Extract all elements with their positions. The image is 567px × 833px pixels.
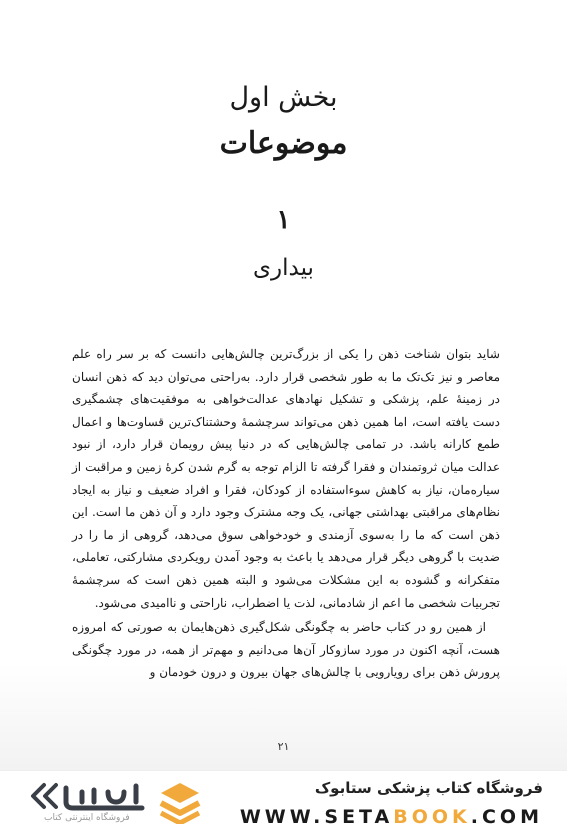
url-suffix: .COM	[470, 806, 543, 828]
store-name: فروشگاه کتاب پزشکی ستابوک	[314, 779, 543, 797]
setabook-wordmark-logo	[30, 780, 150, 814]
store-footer-banner[interactable]	[0, 770, 567, 833]
url-prefix: WWW.SETA	[239, 806, 394, 828]
paragraph-2: از همین رو در کتاب حاضر به چگونگی شکل‌گیری ذهن‌هایمان به صورتی که امروزه هست، آنچه اکنون در مورد سازوکار آن‌ها می‌دانیم و مهم‌تر از همه، در مورد چگونگی پرورش ذهن برای رویارویی با چالش‌های جهان بیرون و درون خودمان و	[72, 620, 500, 680]
chapter-title: بیداری	[253, 255, 314, 281]
part-title: بخش اول	[229, 82, 338, 113]
book-stack-icon	[158, 780, 202, 824]
body-text	[72, 343, 500, 684]
url-accent: BOOK	[393, 806, 471, 828]
chapter-number: ۱	[276, 205, 291, 235]
store-url-link[interactable]	[240, 806, 543, 828]
part-subtitle: موضوعات	[219, 126, 348, 161]
logo-tagline: فروشگاه اینترنتی کتاب	[44, 813, 130, 823]
paragraph-1: شاید بتوان شناخت ذهن را یکی از بزرگ‌ترین چالش‌هایی دانست که بر سر راه علم معاصر و نیز تک‌تک ما به طور شخصی قرار دارد. به‌راحتی می‌توان دید که ذهن انسان در زمینهٔ علم، پزشکی و تشکیل نهادهای عدالت‌خواهی به موفقیت‌های چشمگیری دست یافته است، اما همین ذهن می‌تواند سرچشمهٔ وحشتناک‌ترین قساوت‌ها و اعمال طمع کارانه باشد. در تمامی چالش‌هایی که در دنیا پیش رویمان قرار دارد، از نبود عدالت میان ثروتمندان و فقرا گرفته تا الزام توجه به گرم شدن کرهٔ زمین و مراقبت از سیاره‌مان، نیاز به کاهش سوءاستفاده از کودکان، فقرا و افراد ضعیف و نیاز به ایجاد نظام‌های مراقبتی بهداشتی جهانی، یک وجه مشترک وجود دارد و آن ذهن ما است. این ذهن است که ما را به‌سوی آزمندی و خودخواهی سوق می‌دهد، گروهی از ما را در ضدیت با گروهی دیگر قرار می‌دهد یا باعث به وجود آمدن رویکردی مشارکتی، تعاملی، متفکرانه و گشوده به این مشکلات می‌شود و البته همین ذهن است که سرچشمهٔ تجربیات شخصی ما اعم از شادمانی، لذت یا اضطراب، ناراحتی و ناامیدی می‌شود.	[72, 347, 500, 610]
page-number: ۲۱	[277, 740, 290, 753]
